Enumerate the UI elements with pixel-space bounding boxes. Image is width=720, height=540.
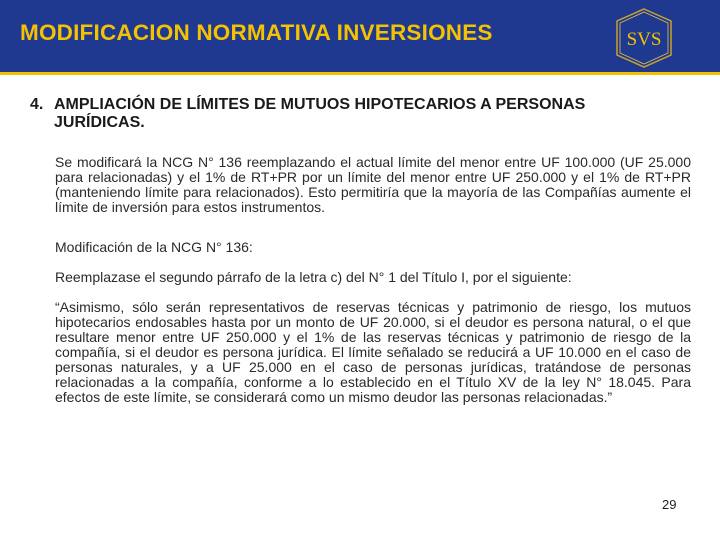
logo-text: SVS <box>626 29 662 50</box>
section-number: 4. <box>30 96 44 113</box>
paragraph-summary: Se modificará la NCG N° 136 reemplazando el actual límite del menor entre UF 100.000 (UF 25.000 para relacionadas) y el 1% de RT+PR por un límite del menor entre UF 250.000 y el 1% de RT+PR (manteniendo límite para relacionados). Esto permitiría que la mayoría de las Compañías aumente el límite de inversión para estos instrumentos. <box>55 154 691 215</box>
slide-title: MODIFICACION NORMATIVA INVERSIONES <box>20 20 493 45</box>
page-number: 29 <box>662 497 677 512</box>
section-title-text: AMPLIACIÓN DE LÍMITES DE MUTUOS HIPOTECARIOS A PERSONAS JURÍDICAS. <box>54 96 586 131</box>
svs-logo <box>614 8 674 68</box>
paragraph-quoted-text: “Asimismo, sólo serán representativos de reservas técnicas y patrimonio de riesgo, los mutuos hipotecarios endosables hasta por un monto de UF 20.000, si el deudor es persona natural, o el que resultare menor entre UF 250.000 y el 1% de las reservas técnicas y patrimonio de riesgo de la compañía, si el deudor es persona jurídica. El límite señalado se reducirá a UF 10.000 en el caso de personas naturales, y a UF 25.000 en el caso de personas jurídicas, tratándose de personas relacionadas a la compañía, conforme a lo establecido en el Título XV de la ley N° 18.045. Para efectos de este límite, se considerará como un mismo deudor las personas relacionadas.” <box>55 299 691 405</box>
header-divider <box>0 72 720 75</box>
header-bar <box>0 0 720 72</box>
paragraph-replacement-note: Reemplazase el segundo párrafo de la letra c) del N° 1 del Título I, por el siguiente: <box>55 269 572 285</box>
section-heading <box>30 96 670 132</box>
paragraph-modification-heading: Modificación de la NCG N° 136: <box>55 239 253 255</box>
